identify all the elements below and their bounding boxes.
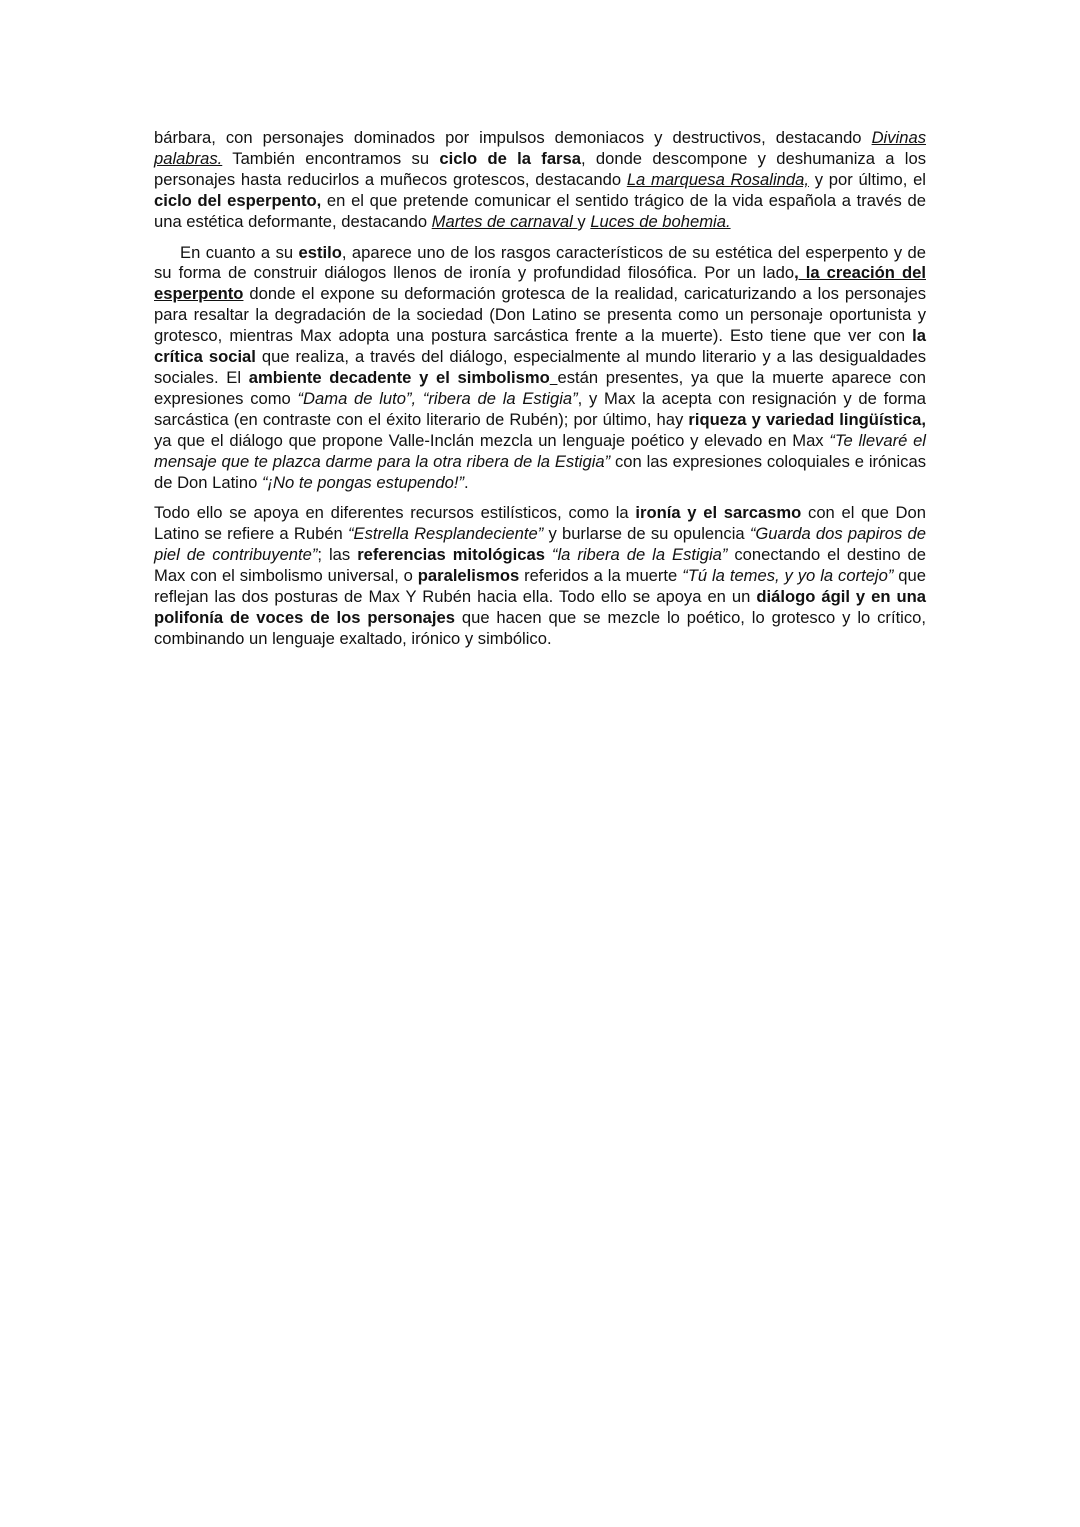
- text-run: diálogo ágil y en una polifonía de voces de los personajes: [154, 587, 926, 627]
- text-run: que reflejan las dos posturas de Max Y Rubén hacia ella. Todo ello se apoya en un: [154, 566, 926, 607]
- text-run: La marquesa Rosalinda,: [626, 169, 809, 189]
- text-run: “la ribera de la Estigia”: [551, 545, 728, 565]
- text-run: con las expresiones coloquiales e irónicas de Don Latino: [154, 451, 926, 492]
- text-run: donde el expone su deformación grotesca de la realidad, caricaturizando a los personajes para resaltar la degradación de la sociedad (Don Latino se presenta como un personaje oportunista y grotesco, mientras Max adopta una postura sarcástica frente a la muerte). Esto tiene que ver con: [154, 284, 926, 346]
- paragraph-estilo: [154, 243, 926, 494]
- text-run: Divinas palabras.: [154, 128, 926, 168]
- text-run: Todo ello se apoya en diferentes recursos estilísticos, como la: [154, 503, 636, 523]
- paragraph-ciclos: [154, 128, 926, 233]
- text-run: están presentes, ya que la muerte aparece con expresiones como: [154, 367, 926, 408]
- text-run: riqueza y variedad lingüística,: [688, 409, 926, 429]
- text-run: “Dama de luto”, “ribera de la Estigia”: [297, 388, 578, 408]
- text-run: “¡No te pongas estupendo!”: [261, 472, 464, 492]
- text-run: “Guarda dos papiros de piel de contribuyente”: [154, 524, 926, 565]
- text-run: ciclo de la farsa: [439, 148, 581, 168]
- text-run: en el que pretende comunicar el sentido trágico de la vida española a través de una estética deformante, destacando: [154, 190, 926, 231]
- text-run: y: [577, 211, 591, 231]
- text-run: En cuanto a su: [180, 242, 299, 262]
- document-page: [154, 128, 926, 660]
- text-run: estilo: [298, 242, 342, 262]
- text-run: y burlarse de su opulencia: [543, 524, 750, 544]
- text-run: referencias mitológicas: [357, 545, 545, 565]
- text-run: conectando el destino de Max con el simbolismo universal, o: [154, 545, 926, 586]
- text-run: , aparece uno de los rasgos característicos de su estética del esperpento y de su forma de construir diálogos llenos de ironía y profundidad filosófica. Por un lado: [154, 242, 926, 283]
- text-run: “Te llevaré el mensaje que te plazca darme para la otra ribera de la Estigia”: [154, 430, 926, 471]
- text-run: paralelismos: [417, 566, 520, 586]
- paragraph-recursos: [154, 503, 926, 649]
- text-run: “Estrella Resplandeciente”: [348, 524, 544, 544]
- text-run: “Tú la temes, y yo la cortejo”: [682, 566, 894, 586]
- text-run: la crítica social: [154, 326, 926, 367]
- text-run: ; las: [317, 545, 358, 565]
- text-run: y por último, el: [808, 169, 926, 189]
- text-run: ciclo del esperpento,: [154, 190, 322, 210]
- text-run: con el que Don Latino se refiere a Rubén: [154, 503, 927, 544]
- text-run: ambiente decadente y el simbolismo: [248, 367, 550, 387]
- text-run: También encontramos su: [222, 148, 440, 168]
- text-run: , donde descompone y deshumaniza a los personajes hasta reducirlos a muñecos grotescos, destacando: [154, 148, 927, 189]
- text-run: [545, 545, 552, 564]
- text-run: ironía y el sarcasmo: [635, 503, 802, 523]
- text-run: ya que el diálogo que propone Valle-Inclán mezcla un lenguaje poético y elevado en Max: [154, 430, 830, 450]
- text-run: bárbara, con personajes dominados por impulsos demoniacos y destructivos, destacando: [154, 128, 872, 147]
- text-run: Luces de bohemia.: [590, 211, 731, 231]
- text-run: .: [463, 472, 469, 492]
- text-run: que realiza, a través del diálogo, especialmente al mundo literario y a las desigualdades sociales. El: [154, 347, 927, 387]
- text-run: referidos a la muerte: [519, 566, 683, 586]
- text-run: Martes de carnaval: [431, 211, 578, 231]
- text-run: , la creación del esperpento: [154, 263, 926, 304]
- text-run: que hacen que se mezcle lo poético, lo grotesco y lo crítico, combinando un lenguaje exaltado, irónico y simbólico.: [154, 607, 926, 648]
- text-run: , y Max la acepta con resignación y de forma sarcástica (en contraste con el éxito literario de Rubén); por último, hay: [154, 388, 926, 429]
